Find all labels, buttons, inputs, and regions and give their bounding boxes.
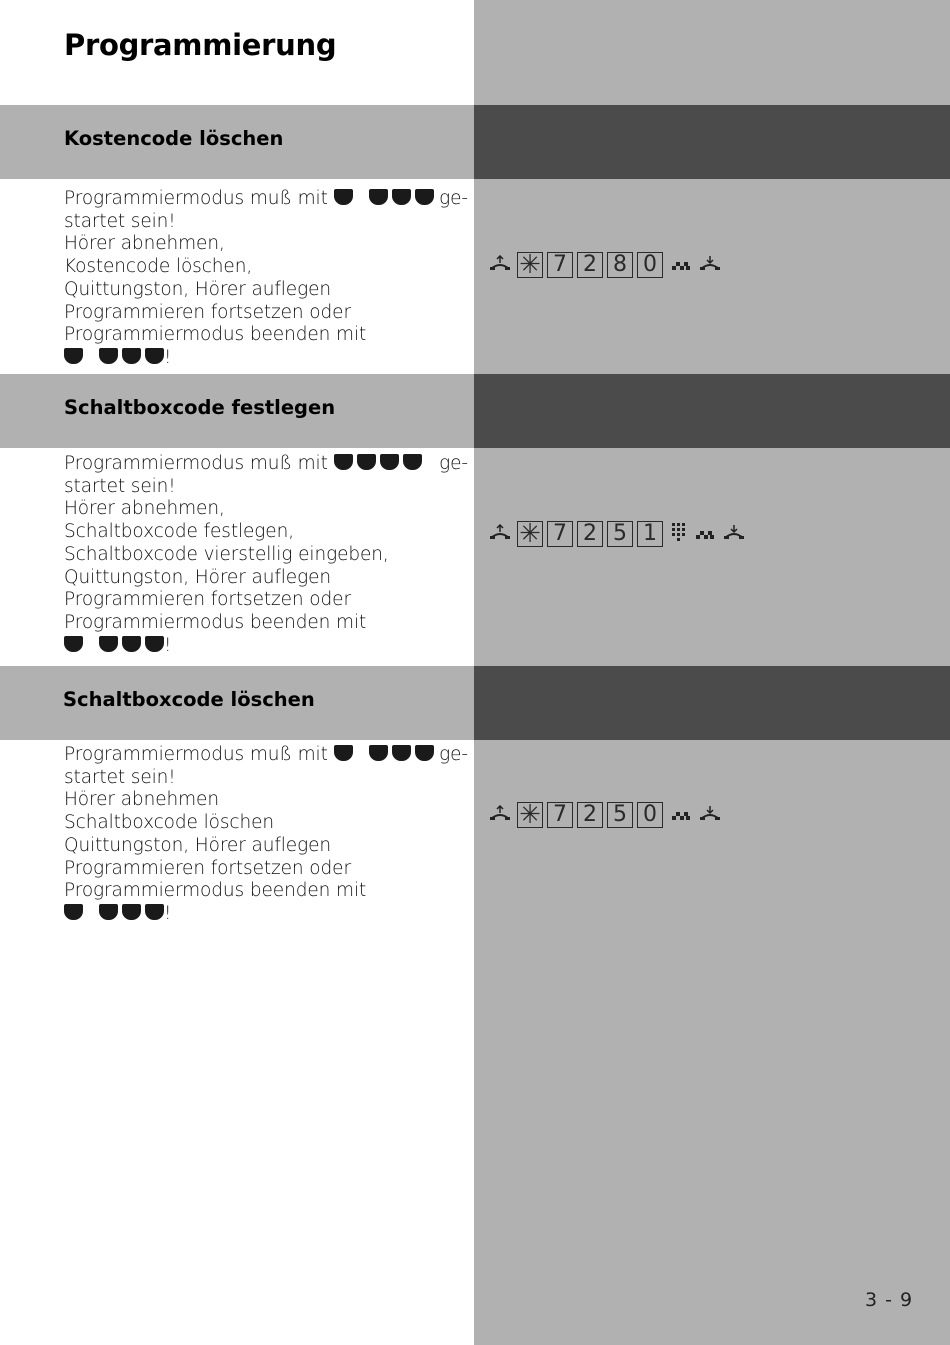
function-key-icon bbox=[415, 189, 434, 205]
function-key-icon bbox=[64, 904, 83, 920]
function-key-icon bbox=[369, 745, 388, 761]
instruction-line bbox=[64, 347, 476, 370]
function-key-icon bbox=[122, 636, 141, 652]
section-header-dark-panel bbox=[474, 105, 950, 179]
instruction-text: Programmiermodus muß mit bbox=[64, 188, 328, 209]
instruction-line: Programmiermodus beenden mit bbox=[64, 324, 367, 346]
instruction-line: startet sein! bbox=[64, 210, 176, 232]
keypad-key: 2 bbox=[577, 802, 603, 828]
function-key-icon bbox=[334, 454, 353, 470]
keypad-key: 7 bbox=[547, 521, 573, 547]
instruction-line: Programmieren fortsetzen oder bbox=[64, 301, 351, 323]
function-key-icon bbox=[122, 904, 141, 920]
instruction-line: Programmiermodus beenden mit bbox=[64, 880, 367, 902]
confirmation-tone-icon bbox=[671, 256, 691, 275]
keypad-key: 2 bbox=[577, 252, 603, 278]
key-sequence bbox=[334, 745, 434, 761]
keypad-entry-icon bbox=[671, 522, 687, 546]
key-input-sequence bbox=[485, 521, 751, 547]
instruction-line-start bbox=[64, 453, 422, 476]
instruction-line: Quittungston, Hörer auflegen bbox=[64, 566, 331, 588]
instruction-line: Schaltboxcode löschen bbox=[64, 812, 274, 834]
function-key-icon bbox=[334, 189, 353, 205]
page-number: 3 - 9 bbox=[865, 1289, 914, 1311]
section-instructions bbox=[64, 188, 476, 370]
section-header-schaltboxcode-loeschen bbox=[0, 666, 950, 740]
function-key-icon bbox=[369, 189, 388, 205]
key-input-sequence bbox=[485, 252, 727, 278]
instruction-text: Programmiermodus muß mit bbox=[64, 744, 328, 765]
function-key-icon bbox=[99, 904, 118, 920]
keypad-key: ✳ bbox=[517, 802, 543, 828]
page-title: Programmierung bbox=[64, 28, 337, 62]
instruction-line: Hörer abnehmen, bbox=[64, 233, 225, 255]
keypad-key: 7 bbox=[547, 252, 573, 278]
instruction-line: Schaltboxcode festlegen, bbox=[64, 521, 294, 543]
end-exclamation: ! bbox=[164, 346, 172, 368]
section-header-kostencode-loeschen bbox=[0, 105, 950, 179]
end-exclamation: ! bbox=[164, 634, 172, 656]
function-key-icon bbox=[122, 348, 141, 364]
handset-hangup-icon bbox=[699, 255, 721, 275]
key-sequence bbox=[64, 636, 164, 652]
instruction-line: startet sein! bbox=[64, 766, 176, 788]
instruction-line-start bbox=[64, 744, 434, 767]
section-header-dark-panel bbox=[474, 666, 950, 740]
instruction-line: Quittungston, Hörer auflegen bbox=[64, 834, 331, 856]
instruction-line: Quittungston, Hörer auflegen bbox=[64, 278, 331, 300]
instruction-line: Schaltboxcode vierstellig eingeben, bbox=[64, 543, 389, 565]
instruction-line bbox=[64, 453, 468, 476]
handset-lift-icon bbox=[489, 805, 511, 825]
hyphenation-fragment: ge- bbox=[439, 453, 468, 474]
instruction-line: startet sein! bbox=[64, 475, 176, 497]
function-key-icon bbox=[64, 348, 83, 364]
function-key-icon bbox=[380, 454, 399, 470]
function-key-icon bbox=[145, 904, 164, 920]
key-sequence bbox=[64, 348, 164, 364]
instruction-line bbox=[64, 903, 476, 926]
function-key-icon bbox=[392, 189, 411, 205]
instruction-line: Hörer abnehmen, bbox=[64, 498, 225, 520]
instruction-line bbox=[64, 188, 468, 211]
instruction-line: Kostencode löschen, bbox=[64, 256, 253, 278]
keypad-key: 0 bbox=[637, 802, 663, 828]
confirmation-tone-icon bbox=[695, 525, 715, 544]
instruction-line: Hörer abnehmen bbox=[64, 789, 219, 811]
keypad-key: 2 bbox=[577, 521, 603, 547]
instruction-line: Programmiermodus beenden mit bbox=[64, 611, 367, 633]
instruction-line bbox=[64, 744, 468, 767]
confirmation-tone-icon bbox=[671, 806, 691, 825]
function-key-icon bbox=[334, 745, 353, 761]
key-sequence bbox=[334, 189, 434, 205]
section-instructions bbox=[64, 453, 476, 657]
section-header-schaltboxcode-festlegen bbox=[0, 374, 950, 448]
instruction-line: Programmieren fortsetzen oder bbox=[64, 857, 351, 879]
keypad-key: 5 bbox=[607, 521, 633, 547]
section-heading: Schaltboxcode löschen bbox=[63, 688, 315, 711]
function-key-icon bbox=[403, 454, 422, 470]
keypad-key: 0 bbox=[637, 252, 663, 278]
function-key-icon bbox=[392, 745, 411, 761]
function-key-icon bbox=[145, 636, 164, 652]
handset-hangup-icon bbox=[699, 805, 721, 825]
key-input-sequence bbox=[485, 802, 727, 828]
section-heading: Schaltboxcode festlegen bbox=[64, 396, 336, 419]
function-key-icon bbox=[99, 636, 118, 652]
keypad-key: 7 bbox=[547, 802, 573, 828]
section-heading: Kostencode löschen bbox=[64, 127, 284, 150]
keypad-key: ✳ bbox=[517, 252, 543, 278]
hyphenation-fragment: ge- bbox=[439, 188, 468, 209]
end-exclamation: ! bbox=[164, 902, 172, 924]
keypad-key: 5 bbox=[607, 802, 633, 828]
function-key-icon bbox=[145, 348, 164, 364]
key-sequence bbox=[64, 904, 164, 920]
instruction-line-start bbox=[64, 188, 434, 211]
instruction-text: Programmiermodus muß mit bbox=[64, 453, 328, 474]
handset-lift-icon bbox=[489, 524, 511, 544]
function-key-icon bbox=[357, 454, 376, 470]
hyphenation-fragment: ge- bbox=[439, 744, 468, 765]
function-key-icon bbox=[99, 348, 118, 364]
section-header-dark-panel bbox=[474, 374, 950, 448]
handset-hangup-icon bbox=[723, 524, 745, 544]
keypad-key: ✳ bbox=[517, 521, 543, 547]
key-sequence bbox=[334, 454, 422, 470]
instruction-line: Programmieren fortsetzen oder bbox=[64, 589, 351, 611]
section-instructions bbox=[64, 744, 476, 926]
instruction-line bbox=[64, 635, 476, 658]
keypad-key: 1 bbox=[637, 521, 663, 547]
function-key-icon bbox=[415, 745, 434, 761]
handset-lift-icon bbox=[489, 255, 511, 275]
keypad-key: 8 bbox=[607, 252, 633, 278]
function-key-icon bbox=[64, 636, 83, 652]
